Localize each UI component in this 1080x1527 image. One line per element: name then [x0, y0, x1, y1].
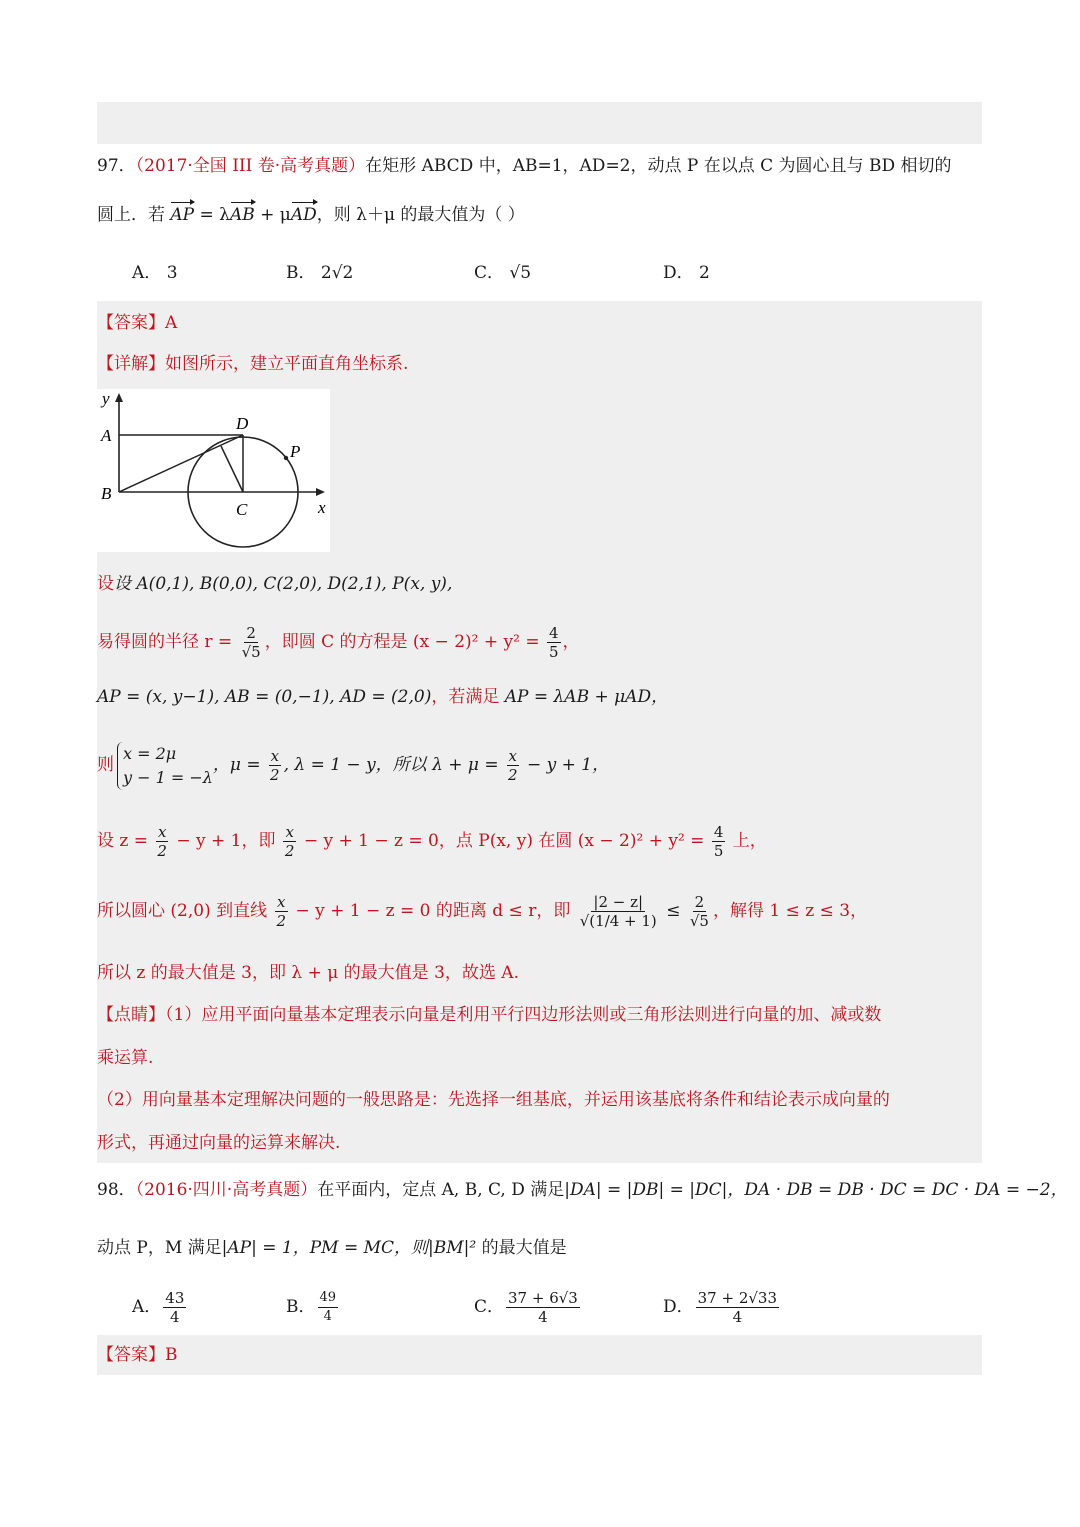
line-fraction-2: $\frac{x}{2}$: [276, 893, 287, 930]
option-c: C． √5: [474, 263, 532, 283]
x-axis-arrow: [316, 488, 325, 496]
problem-source: （2016·四川·高考真题）: [135, 1180, 318, 1200]
distance-fraction: $\frac{|2 - z|}{√(1/4 + 1)}$: [579, 893, 657, 930]
solution-line2: 易得圆的半径 r = $\frac{2}{√5}$ ，即圆 C 的方程是 (x − 2)² + y² = $\frac{4}{5}$ ，: [97, 624, 580, 661]
vector-ap: AP: [170, 205, 195, 225]
solution-line5: 设 z = $\frac{x}{2}$ − y + 1，即 $\frac{x}{2}$ − y + 1 − z = 0，点 P(x, y) 在圆 (x − 2)² + y² = $\frac{4}{5}$ 上，: [97, 823, 767, 860]
y-axis-arrow: [115, 393, 123, 402]
sum-fraction: $\frac{x}{2}$: [508, 747, 518, 784]
label-a: A: [101, 426, 112, 445]
comment2-line2: 形式，再通过向量的运算来解决.: [97, 1133, 341, 1153]
problem-97-line2: [97, 203, 525, 227]
circle-rhs-fraction-2: $\frac{4}{5}$: [713, 823, 724, 860]
option-b: B． 2√2: [286, 263, 354, 283]
equal-lengths: |DA| = |DB| = |DC|: [564, 1180, 728, 1200]
coordinate-figure: [97, 389, 330, 552]
point-p: [284, 456, 288, 460]
stem-text-end: ，则 λ＋μ 的最大值为（ ）: [316, 205, 525, 225]
answer-label: 【答案】: [97, 313, 165, 333]
comment-label: 【点睛】: [97, 1005, 165, 1025]
solution-line7: [97, 961, 519, 985]
problem-97-line1: [97, 154, 952, 178]
stem-text: 圆上．若: [97, 205, 165, 225]
condition-text: ，若满足: [431, 687, 505, 707]
answer-value: B: [165, 1345, 178, 1365]
vector-ad: AD: [290, 205, 317, 225]
option-a: A． $\frac{43}{4}$: [132, 1289, 185, 1326]
answer-97-section: [97, 301, 982, 1163]
previous-answer-band: [97, 102, 982, 144]
mu-fraction: $\frac{x}{2}$: [270, 747, 280, 784]
problem-98-line1: 98．（2016·四川·高考真题）在平面内，定点 A, B, C, D 满足|DA| = |DB| = |DC|，DA · DB = DB · DC = DC · DA = −2，: [97, 1180, 1068, 1200]
answer-value: A: [165, 313, 178, 333]
vector-condition: AP = λAB + μAD，: [504, 687, 669, 707]
problem-number: 97．: [97, 156, 136, 176]
vector-ab: AB: [229, 205, 255, 225]
comment1-line1: 【点睛】（1）应用平面向量基本定理表示向量是利用平行四边形法则或三角形法则进行向量的加、减或数: [97, 1005, 882, 1025]
equation-system: x = 2μ y − 1 = −λ: [117, 742, 213, 790]
solution-line6: 所以圆心 (2,0) 到直线 $\frac{x}{2}$ − y + 1 − z = 0 的距离 d ≤ r，即 $\frac{|2 - z|}{√(1/4 + 1)}$ ≤ $\frac{2}{√5}$ ，解得 1 ≤ z ≤ 3，: [97, 893, 868, 930]
radius-fraction: $\frac{2}{√5}$: [241, 624, 261, 661]
comment1-line2: 乘运算.: [97, 1048, 154, 1068]
option-b: B． $\frac{49}{4}$: [286, 1290, 337, 1324]
conclusion: 所以 z 的最大值是 3，即 λ + μ 的最大值是 3，故选 A.: [97, 963, 519, 983]
coords-text: 设 A(0,1), B(0,0), C(2,0), D(2,1), P(x, y),: [114, 574, 453, 594]
solution-line1: 设设 A(0,1), B(0,0), C(2,0), D(2,1), P(x, y),: [97, 574, 453, 594]
answer-line: [97, 1343, 178, 1367]
label-y: y: [102, 389, 110, 408]
label-p: P: [290, 442, 301, 461]
label-c: C: [236, 500, 248, 519]
problem-97: [97, 152, 982, 292]
detail-line: [97, 352, 408, 376]
option-d: D． $\frac{37 + 2√33}{4}$: [663, 1289, 778, 1326]
label-x: x: [318, 498, 326, 517]
circle-rhs-fraction: $\frac{4}{5}$: [548, 624, 559, 661]
vector-eq-sign: = λ: [194, 205, 230, 225]
answer-98-section: [97, 1335, 982, 1375]
answer-label: 【答案】: [97, 1345, 165, 1365]
vector-plus: + μ: [254, 205, 291, 225]
solution-line4: 则 x = 2μ y − 1 = −λ ，μ = $\frac{x}{2}$ , λ = 1 − y，所以 λ + μ = $\frac{x}{2}$ − y + 1，: [97, 741, 609, 790]
problem-98: [97, 1168, 1068, 1333]
comment2-line1: （2）用向量基本定理解决问题的一般思路是：先选择一组基底，并运用该基底将条件和结论表示成向量的: [97, 1090, 890, 1110]
then-text: 则: [97, 755, 114, 775]
line-fraction: $\frac{x}{2}$: [284, 823, 295, 860]
segment-bd: [119, 435, 243, 492]
dot-products: ，DA · DB = DB · DC = DC · DA = −2，: [727, 1180, 1068, 1200]
radius-text: 易得圆的半径 r =: [97, 632, 238, 652]
option-a: A． 3: [132, 263, 178, 283]
option-c: C． $\frac{37 + 6√3}{4}$: [474, 1289, 578, 1326]
solution-line3: [97, 685, 668, 709]
label-b: B: [101, 484, 112, 503]
radius-fraction-2: $\frac{2}{√5}$: [689, 893, 709, 930]
circle-eq-text: ，即圆 C 的方程是 (x − 2)² + y² =: [264, 632, 545, 652]
bm-squared: |BM|²: [428, 1238, 477, 1258]
vector-coords: AP = (x, y−1), AB = (0,−1), AD = (2,0): [97, 687, 432, 707]
detail-intro: 如图所示，建立平面直角坐标系.: [165, 354, 409, 374]
option-d: D． 2: [663, 263, 710, 283]
detail-label: 【详解】: [97, 354, 165, 374]
problem-number: 98．: [97, 1180, 136, 1200]
moving-point-conditions: |AP| = 1，PM = MC，则: [221, 1238, 429, 1258]
problem-source: （2017·全国 III 卷·高考真题）: [135, 156, 366, 176]
z-fraction: $\frac{x}{2}$: [157, 823, 167, 860]
label-d: D: [236, 414, 249, 433]
answer-line: [97, 311, 177, 335]
problem-98-line2: 动点 P，M 满足|AP| = 1，PM = MC，则|BM|² 的最大值是: [97, 1238, 567, 1258]
problem-stem: 在矩形 ABCD 中，AB=1，AD=2，动点 P 在以点 C 为圆心且与 BD 相切的: [365, 156, 952, 176]
geometry-diagram: [97, 389, 330, 552]
radius-to-tangent: [221, 446, 243, 492]
